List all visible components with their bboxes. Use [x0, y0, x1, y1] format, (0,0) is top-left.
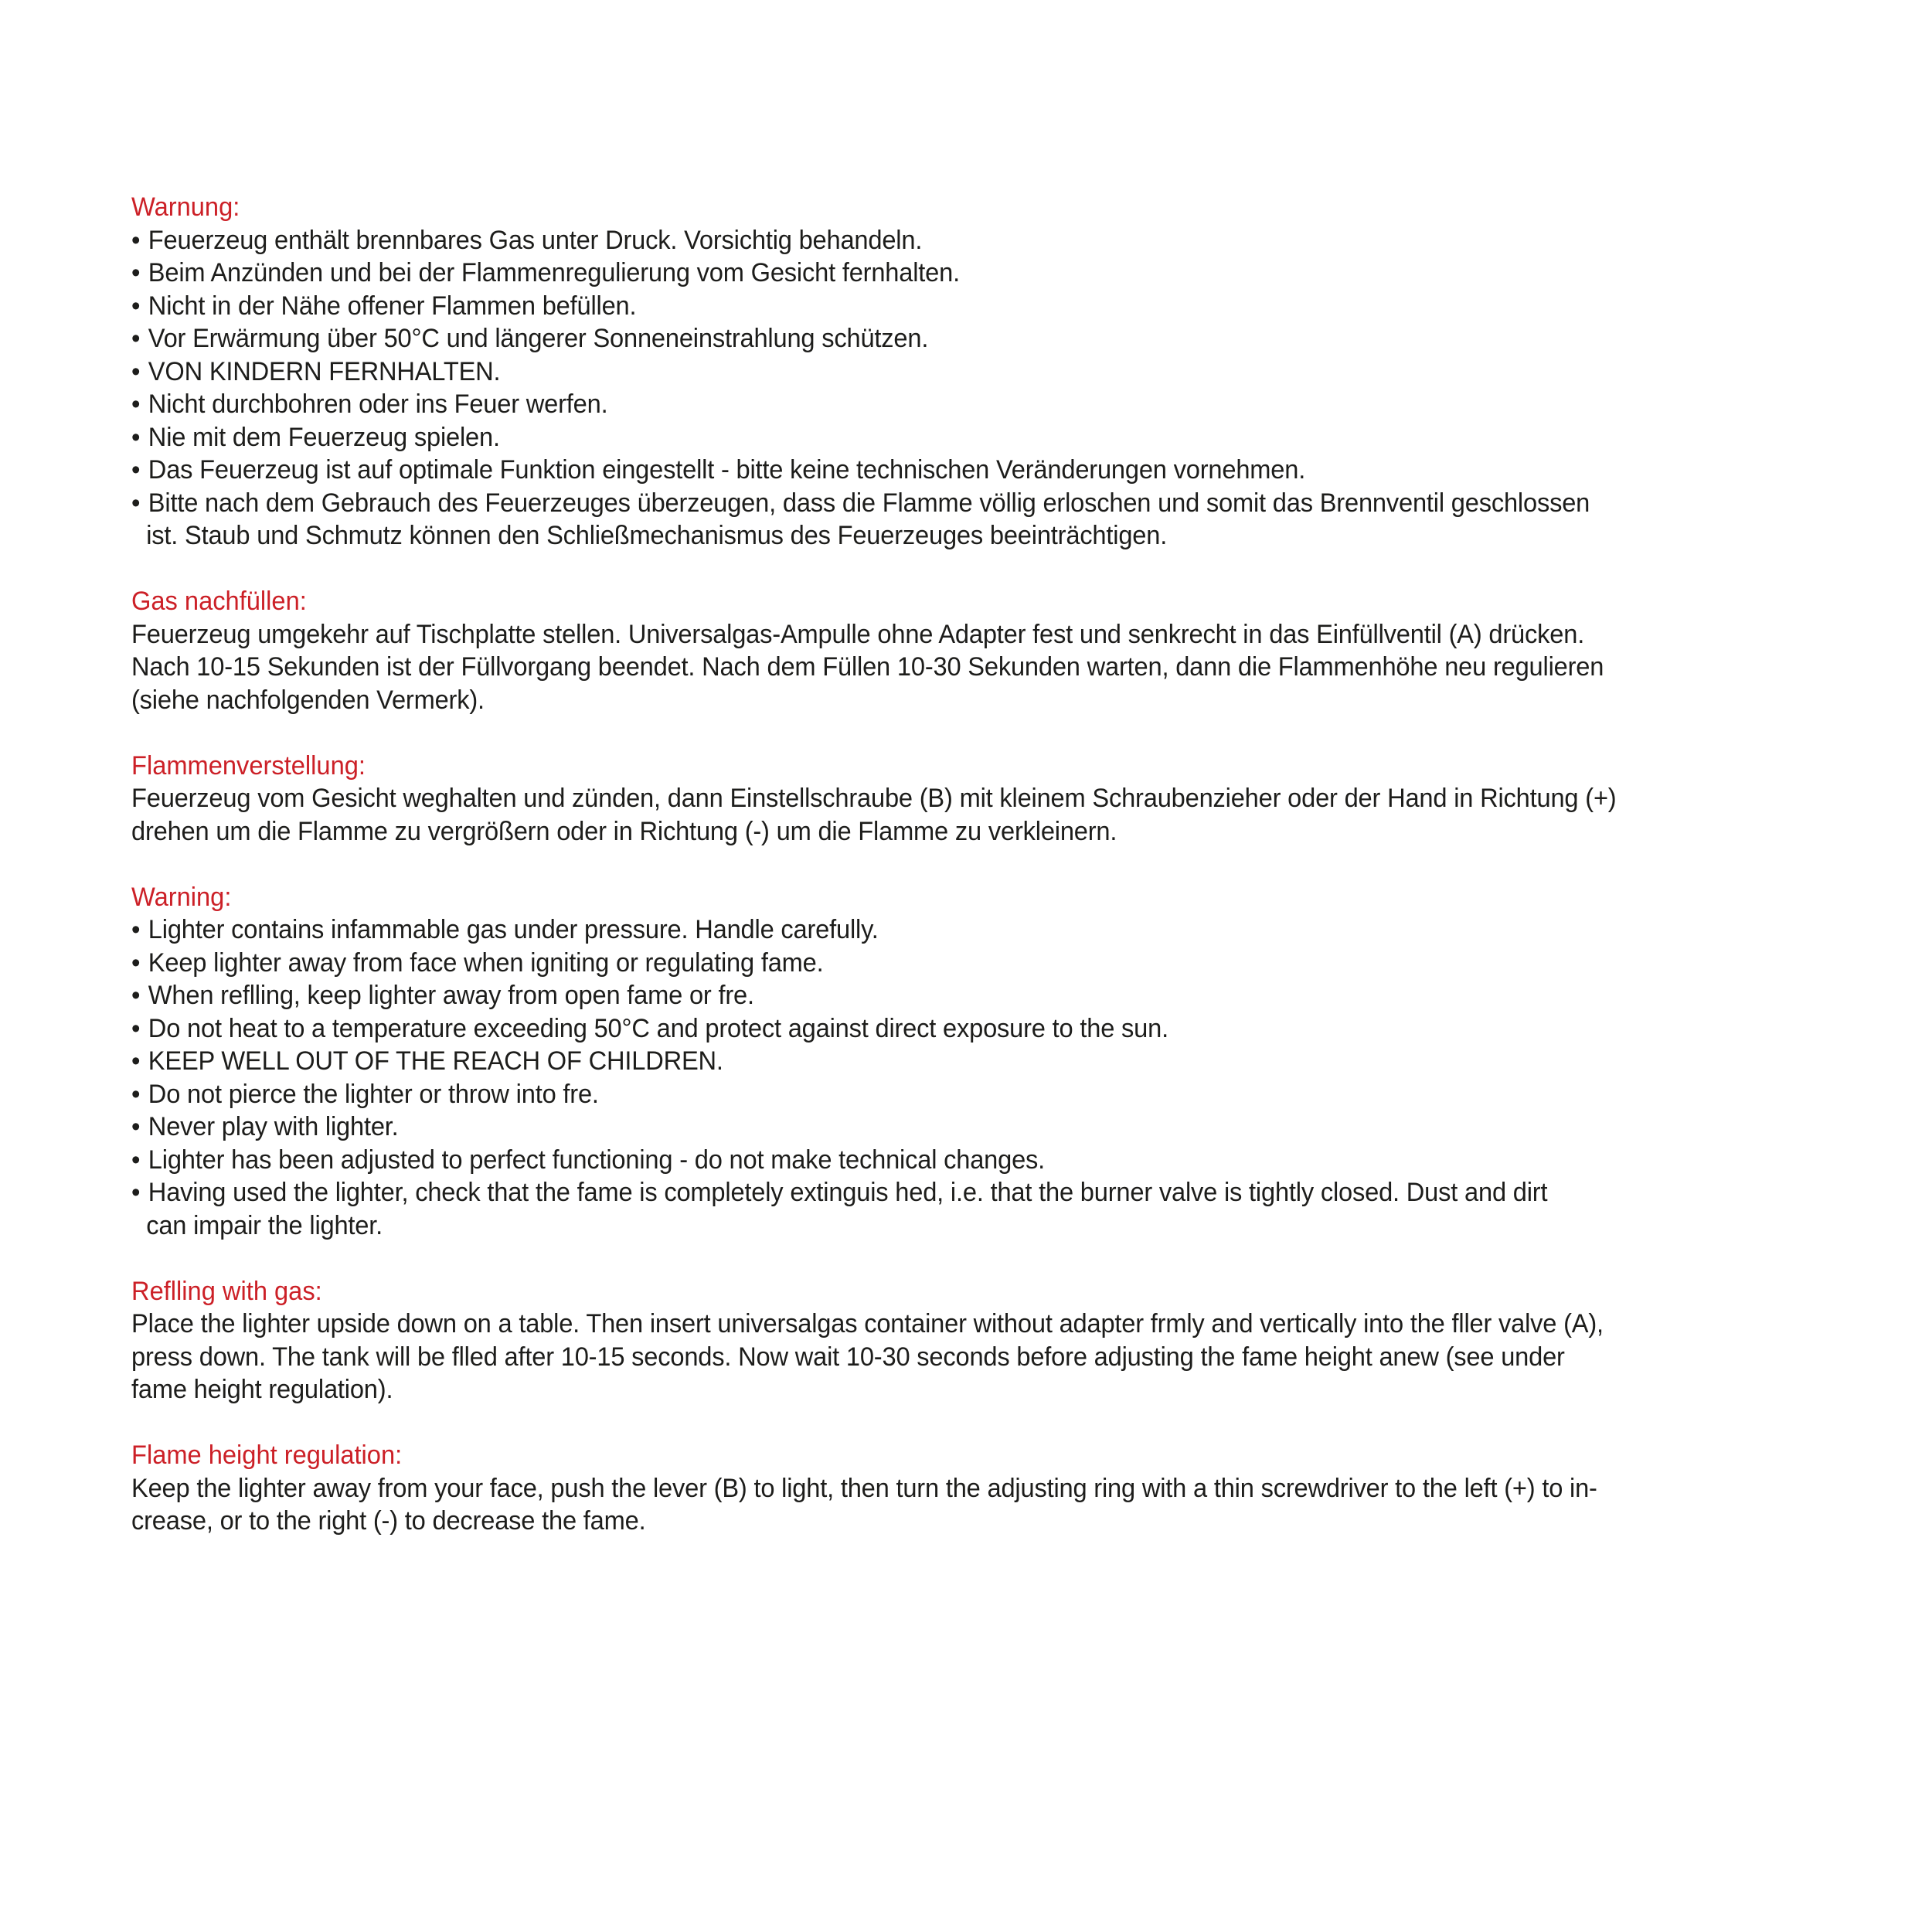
bullet-icon: • [131, 356, 141, 386]
text-line: Feuerzeug umgekehr auf Tischplatte stellen. Universalgas-Ampulle ohne Adapter fest und senkrecht in das Einfüllventil (A) drücken. [131, 619, 1585, 649]
bullet-line [131, 1176, 1838, 1209]
text-line: Nach 10-15 Sekunden ist der Füllvorgang beendet. Nach dem Füllen 10-30 Sekunden warten, dann die Flammenhöhe neu regulieren [131, 652, 1604, 682]
line-text: Nicht durchbohren oder ins Feuer werfen. [148, 389, 608, 419]
bullet-line [131, 355, 1838, 389]
line-text: Lighter has been adjusted to perfect functioning - do not make technical changes. [148, 1145, 1046, 1175]
section-5 [131, 1439, 1838, 1538]
section-heading: Flammenverstellung: [131, 750, 366, 781]
bullet-line [131, 947, 1838, 980]
bullet-line [131, 487, 1838, 520]
text-line: ist. Staub und Schmutz können den Schließmechanismus des Feuerzeuges beeinträchtigen. [146, 521, 1168, 550]
bullet-line [131, 1078, 1838, 1111]
line-text: Vor Erwärmung über 50°C und längerer Sonneneinstrahlung schützen. [148, 324, 929, 353]
bullet-icon: • [131, 455, 141, 485]
bullet-line [131, 388, 1838, 421]
section-heading: Flame height regulation: [131, 1440, 403, 1470]
text-line: can impair the lighter. [146, 1210, 383, 1240]
text-line: Keep the lighter away from your face, push the lever (B) to light, then turn the adjusting ring with a thin screwdriver to the left (+) to in- [131, 1473, 1597, 1503]
line-text: Keep lighter away from face when igniting or regulating fame. [148, 947, 824, 978]
line-text: Das Feuerzeug ist auf optimale Funktion eingestellt - bitte keine technischen Veränderungen vornehmen. [148, 455, 1306, 485]
text-line: crease, or to the right (-) to decrease the fame. [131, 1506, 646, 1536]
section-heading: Reflling with gas: [131, 1276, 322, 1306]
line-text: Do not pierce the lighter or throw into fre. [148, 1079, 599, 1109]
text-line: press down. The tank will be flled after 10-15 seconds. Now wait 10-30 seconds before adjusting the fame height anew (see under [131, 1342, 1565, 1372]
line-text: Never play with lighter. [148, 1112, 399, 1141]
bullet-icon: • [131, 1013, 141, 1043]
bullet-icon: • [131, 947, 141, 978]
section-3 [131, 881, 1838, 1243]
bullet-icon: • [131, 1079, 141, 1109]
bullet-line [131, 290, 1838, 323]
line-text: Beim Anzünden und bei der Flammenregulierung vom Gesicht fernhalten. [148, 258, 960, 287]
bullet-line [131, 1045, 1838, 1078]
line-text: VON KINDERN FERNHALTEN. [148, 356, 501, 386]
bullet-icon: • [131, 981, 141, 1010]
line-text: When reflling, keep lighter away from open fame or fre. [148, 981, 754, 1010]
section-1 [131, 585, 1838, 716]
bullet-icon: • [131, 915, 141, 944]
instruction-text-block [131, 191, 1838, 1570]
line-text: KEEP WELL OUT OF THE REACH OF CHILDREN. [148, 1046, 723, 1076]
section-heading: Warnung: [131, 192, 240, 222]
section-4 [131, 1275, 1838, 1406]
bullet-line [131, 224, 1838, 257]
bullet-icon: • [131, 1145, 141, 1175]
line-text: Bitte nach dem Gebrauch des Feuerzeuges überzeugen, dass die Flamme völlig erloschen und somit das Brennventil geschlossen [148, 488, 1590, 518]
text-line: Place the lighter upside down on a table. Then insert universalgas container without adapter frmly and vertically into the fller valve (A), [131, 1309, 1604, 1338]
bullet-icon: • [131, 324, 141, 353]
line-text: Nicht in der Nähe offener Flammen befüllen. [148, 291, 637, 321]
bullet-icon: • [131, 1178, 141, 1207]
bullet-line [131, 979, 1838, 1012]
bullet-line [131, 1111, 1838, 1144]
bullet-line [131, 1144, 1838, 1177]
bullet-icon: • [131, 291, 141, 321]
bullet-icon: • [131, 488, 141, 518]
bullet-line [131, 322, 1838, 355]
bullet-line [131, 421, 1838, 454]
bullet-line [131, 913, 1838, 947]
section-0 [131, 191, 1838, 553]
bullet-icon: • [131, 258, 141, 287]
text-line: drehen um die Flamme zu vergrößern oder in Richtung (-) um die Flamme zu verkleinern. [131, 816, 1117, 846]
line-text: Having used the lighter, check that the fame is completely extinguis hed, i.e. that the burner valve is tightly closed. Dust and dirt [148, 1178, 1548, 1207]
bullet-line [131, 454, 1838, 487]
bullet-line [131, 1012, 1838, 1046]
bullet-icon: • [131, 422, 141, 452]
bullet-icon: • [131, 1046, 141, 1076]
bullet-line [131, 257, 1838, 290]
text-line: fame height regulation). [131, 1375, 393, 1404]
line-text: Feuerzeug enthält brennbares Gas unter Druck. Vorsichtig behandeln. [148, 225, 923, 255]
bullet-icon: • [131, 225, 141, 255]
line-text: Nie mit dem Feuerzeug spielen. [148, 422, 500, 452]
bullet-icon: • [131, 389, 141, 419]
section-2 [131, 750, 1838, 849]
section-heading: Gas nachfüllen: [131, 587, 307, 616]
text-line: (siehe nachfolgenden Vermerk). [131, 685, 485, 715]
line-text: Lighter contains infammable gas under pressure. Handle carefully. [148, 915, 879, 944]
section-heading: Warning: [131, 882, 232, 912]
bullet-icon: • [131, 1112, 141, 1141]
line-text: Do not heat to a temperature exceeding 50°C and protect against direct exposure to the sun. [148, 1013, 1168, 1043]
text-line: Feuerzeug vom Gesicht weghalten und zünden, dann Einstellschraube (B) mit kleinem Schraubenzieher oder der Hand in Richtung (+) [131, 784, 1617, 813]
